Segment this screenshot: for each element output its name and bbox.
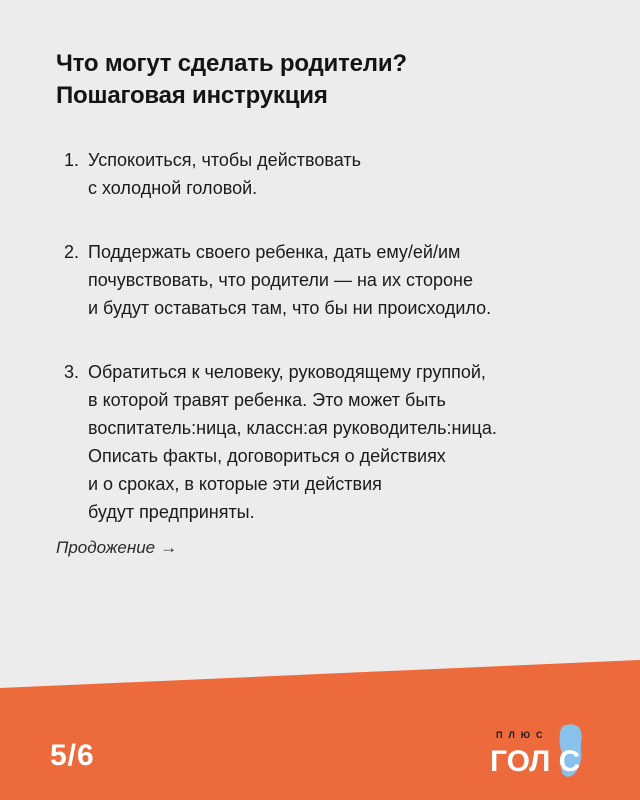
step-text-line: и будут оставаться там, что бы ни происходило. [88, 298, 492, 318]
step-text-line: воспитатель:ница, классн:ая руководитель:ница. [88, 418, 497, 438]
step-number: 1. [64, 150, 80, 170]
step-text-line: будут предприняты. [88, 502, 255, 522]
step-text-line: Описать факты, договориться о действиях [88, 446, 446, 466]
step-text-line: в которой травят ребенка. Это может быть [88, 390, 446, 410]
logo-main-text: ГОЛ С [490, 745, 581, 778]
step-text-line: и о сроках, в которые эти действия [88, 474, 382, 494]
step-text-line: почувствовать, что родители — на их стороне [88, 270, 473, 290]
step-number: 2. [64, 242, 80, 262]
step-text-line: с холодной головой. [88, 178, 258, 198]
step-number: 3. [64, 362, 80, 382]
step-text-line: Успокоиться, чтобы действовать [88, 150, 361, 170]
continue-label: Продожение [56, 538, 156, 557]
arrow-right-icon: → [160, 538, 178, 557]
page-counter: 5/6 [50, 739, 95, 772]
step-text-line: Поддержать своего ребенка, дать ему/ей/им [88, 242, 461, 262]
golos-logo [488, 710, 600, 782]
logo-top-text: ПЛЮС [496, 730, 549, 740]
step-text-line: Обратиться к человеку, руководящему группой, [88, 362, 486, 382]
title-line-1: Что могут сделать родители? [56, 50, 407, 77]
title-line-2: Пошаговая инструкция [56, 82, 328, 109]
